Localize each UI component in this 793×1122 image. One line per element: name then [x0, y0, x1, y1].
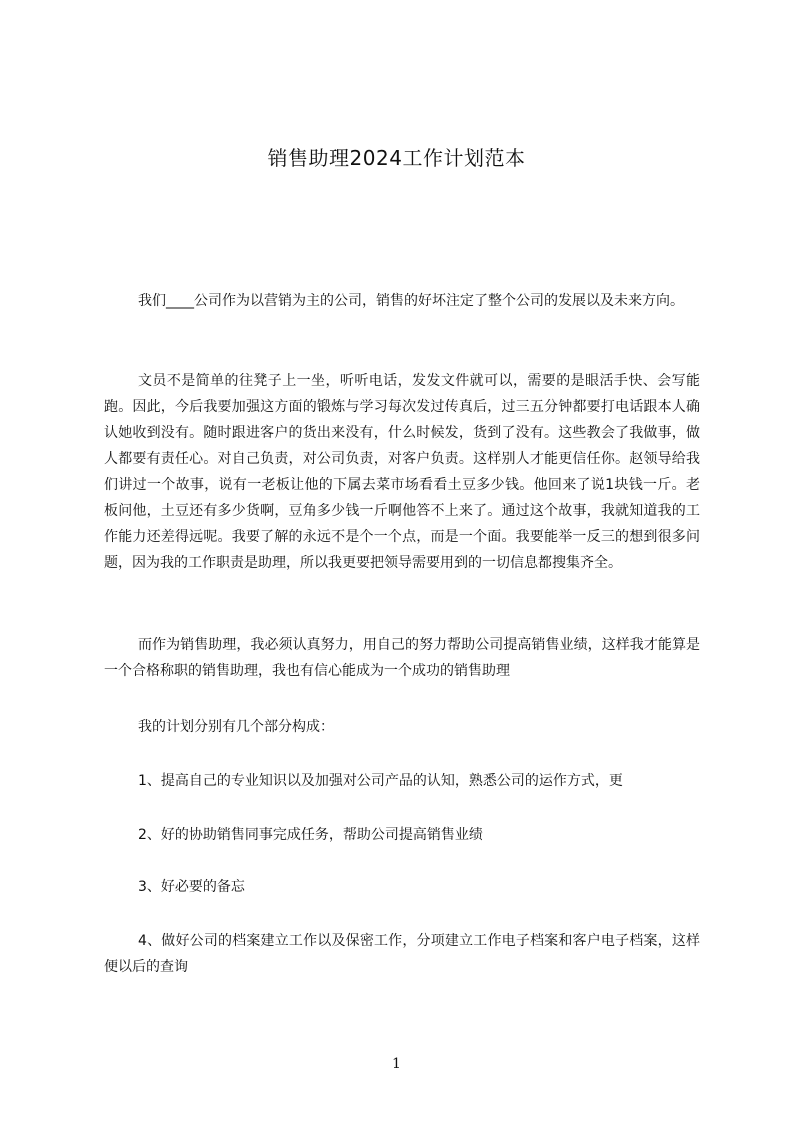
paragraph-intro: 我们____公司作为以营销为主的公司，销售的好坏注定了整个公司的发展以及未来方向。	[138, 293, 684, 309]
page-number: 1	[392, 1056, 401, 1072]
page-title: 销售助理2024工作计划范本	[267, 146, 526, 170]
paragraph-clerk-duties: 文员不是简单的往凳子上一坐，听听电话，发发文件就可以，需要的是眼活手快、会写能跑。因此，今后我要加强这方面的锻炼与学习每次发过传真后，过三五分钟都要打电话跟本人确认她收到没有。随时跟进客户的货出来没有，什么时候发，货到了没有。这些教会了我做事，做人都要有责任心。对自己负责，对公司负责，对客户负责。这样别人才能更信任你。赵领导给我们讲过一个故事，说有一老板让他的下属去菜市场看看土豆多少钱。他回来了说1块钱一斤。老板问他，土豆还有多少货啊，豆角多少钱一斤啊他答不上来了。通过这个故事，我就知道我的工作能力还差得远呢。我要了解的永远不是个一个点，而是一个面。我要能举一反三的想到很多问题，因为我的工作职责是助理，所以我更要把领导需要用到的一切信息都搜集齐全。	[104, 373, 700, 571]
plan-item-1: 1、提高自己的专业知识以及加强对公司产品的认知，熟悉公司的运作方式，更	[138, 773, 623, 789]
paragraph-sales-assistant: 而作为销售助理，我必须认真努力，用自己的努力帮助公司提高销售业绩，这样我才能算是一个合格称职的销售助理，我也有信心能成为一个成功的销售助理	[104, 637, 700, 679]
plan-item-2: 2、好的协助销售同事完成任务，帮助公司提高销售业绩	[138, 827, 483, 843]
paragraph-plan-intro: 我的计划分别有几个部分构成：	[138, 719, 334, 735]
plan-item-3: 3、好必要的备忘	[138, 879, 245, 895]
plan-item-4: 4、做好公司的档案建立工作以及保密工作，分项建立工作电子档案和客户电子档案，这样便以后的查询	[104, 933, 700, 975]
